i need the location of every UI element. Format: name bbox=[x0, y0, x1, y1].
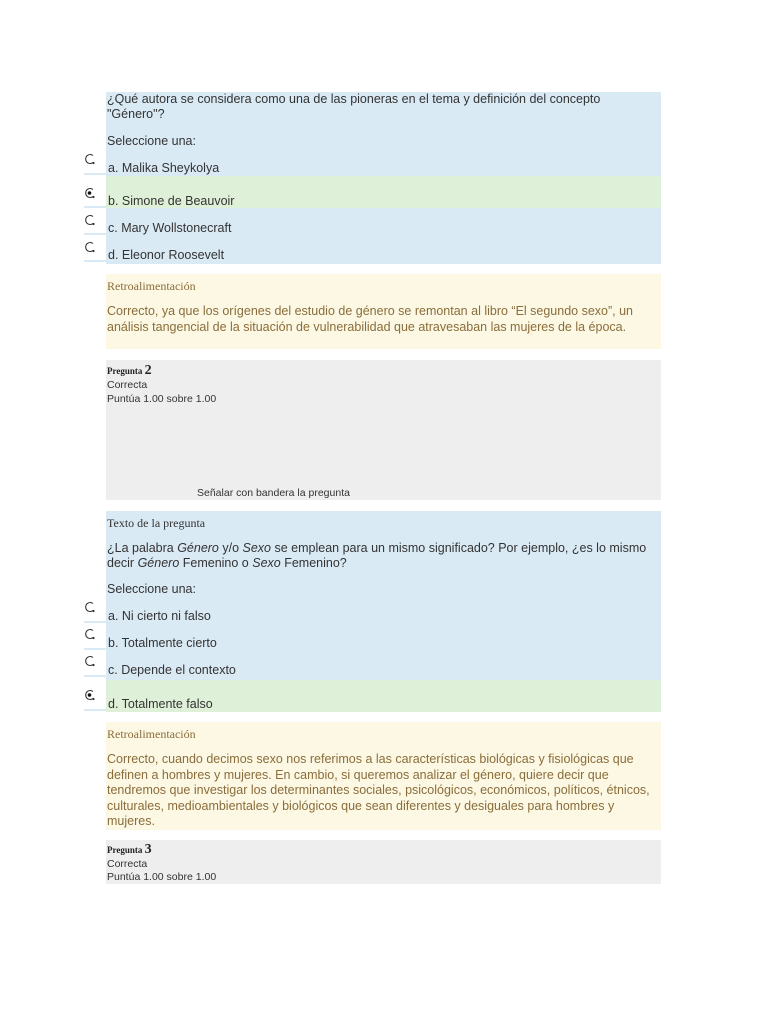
q2-text-part: Femenino? bbox=[280, 556, 347, 570]
q1-option-d-radio[interactable] bbox=[84, 240, 96, 254]
q2-option-c-label[interactable]: c. Depende el contexto bbox=[108, 663, 236, 677]
q2-section-title: Texto de la pregunta bbox=[107, 516, 206, 530]
radio-unchecked-icon bbox=[84, 627, 96, 641]
radio-unchecked-icon bbox=[84, 213, 96, 227]
q3-state: Correcta bbox=[107, 858, 148, 870]
q2-text-part: y/o bbox=[218, 541, 243, 555]
q1-feedback-title: Retroalimentación bbox=[107, 279, 196, 293]
q2-text-italic: Sexo bbox=[252, 556, 281, 570]
q2-text-part: ¿La palabra bbox=[107, 541, 178, 555]
q1-option-b-label[interactable]: b. Simone de Beauvoir bbox=[108, 194, 235, 208]
q3-info-number: 3 bbox=[144, 842, 152, 857]
q3-info-heading bbox=[107, 842, 152, 858]
q2-info-label: Pregunta bbox=[107, 366, 143, 376]
q1-option-a-underline bbox=[84, 173, 106, 175]
q2-info-heading bbox=[107, 363, 152, 379]
q1-option-d-label[interactable]: d. Eleonor Roosevelt bbox=[108, 248, 225, 262]
q2-option-b-label[interactable]: b. Totalmente cierto bbox=[108, 636, 217, 650]
q3-grade: Puntúa 1.00 sobre 1.00 bbox=[107, 871, 217, 883]
q1-feedback-text: Correcto, ya que los orígenes del estudio de género se remontan al libro “El segundo sexo”, un análisis tangencial de la situación de vulnerabilidad que atravesaban las mujeres de la época. bbox=[107, 304, 634, 334]
radio-checked-icon bbox=[84, 186, 96, 200]
q2-text-italic: Sexo bbox=[242, 541, 272, 555]
q2-option-c-radio[interactable] bbox=[84, 654, 96, 668]
q2-flag-question-link[interactable]: Señalar con bandera la pregunta bbox=[197, 487, 350, 499]
radio-unchecked-icon bbox=[84, 600, 96, 614]
q2-text-part: Femenino o bbox=[179, 556, 253, 570]
radio-unchecked-icon bbox=[84, 152, 96, 166]
q2-option-a-label[interactable]: a. Ni cierto ni falso bbox=[108, 609, 211, 623]
q1-option-b-radio[interactable] bbox=[84, 186, 96, 200]
q2-option-d-radio[interactable] bbox=[84, 688, 96, 702]
radio-checked-icon bbox=[84, 688, 96, 702]
q2-option-a-underline bbox=[84, 621, 106, 623]
q1-question-text: ¿Qué autora se considera como una de las pioneras en el tema y definición del concepto "Género"? bbox=[107, 92, 601, 121]
q1-option-c-radio[interactable] bbox=[84, 213, 96, 227]
q2-grade: Puntúa 1.00 sobre 1.00 bbox=[107, 393, 217, 405]
q2-option-a-radio[interactable] bbox=[84, 600, 96, 614]
q1-option-b-underline bbox=[84, 206, 106, 208]
q1-option-c-label[interactable]: c. Mary Wollstonecraft bbox=[108, 221, 232, 235]
q1-option-c-underline bbox=[84, 233, 106, 235]
q2-option-d-underline bbox=[84, 709, 106, 711]
q1-option-a-label[interactable]: a. Malika Sheykolya bbox=[108, 161, 220, 175]
radio-unchecked-icon bbox=[84, 654, 96, 668]
q1-option-d-underline bbox=[84, 260, 106, 262]
q2-text-italic: Género bbox=[177, 541, 219, 555]
q2-select-label: Seleccione una: bbox=[107, 582, 196, 596]
q2-option-b-underline bbox=[84, 648, 106, 650]
q2-question-text bbox=[107, 541, 652, 571]
q2-option-c-underline bbox=[84, 675, 106, 677]
q1-select-label: Seleccione una: bbox=[107, 134, 196, 148]
q2-option-b-radio[interactable] bbox=[84, 627, 96, 641]
q1-option-a-radio[interactable] bbox=[84, 152, 96, 166]
q2-feedback-text: Correcto, cuando decimos sexo nos referimos a las características biológicas y fisiológicas que definen a hombres y mujeres. En cambio, si queremos analizar el género, quiere decir que tendremos que investigar los determinantes sociales, psicológicos, económicos, políticos, étnicos, culturales, medioambientales y biológicos que sean diferentes y desiguales para hombres y mujeres. bbox=[107, 752, 650, 828]
radio-unchecked-icon bbox=[84, 240, 96, 254]
q3-info-label: Pregunta bbox=[107, 845, 143, 855]
q2-option-d-label[interactable]: d. Totalmente falso bbox=[108, 697, 213, 711]
q2-text-part: se emplean para un mismo significado? Por ejemplo, ¿es lo mismo decir bbox=[107, 541, 647, 570]
q2-info-number: 2 bbox=[144, 363, 152, 378]
q2-text-italic: Género bbox=[137, 556, 180, 570]
q2-info-panel bbox=[106, 360, 661, 500]
q2-feedback-title: Retroalimentación bbox=[107, 727, 196, 741]
q2-state: Correcta bbox=[107, 379, 148, 391]
